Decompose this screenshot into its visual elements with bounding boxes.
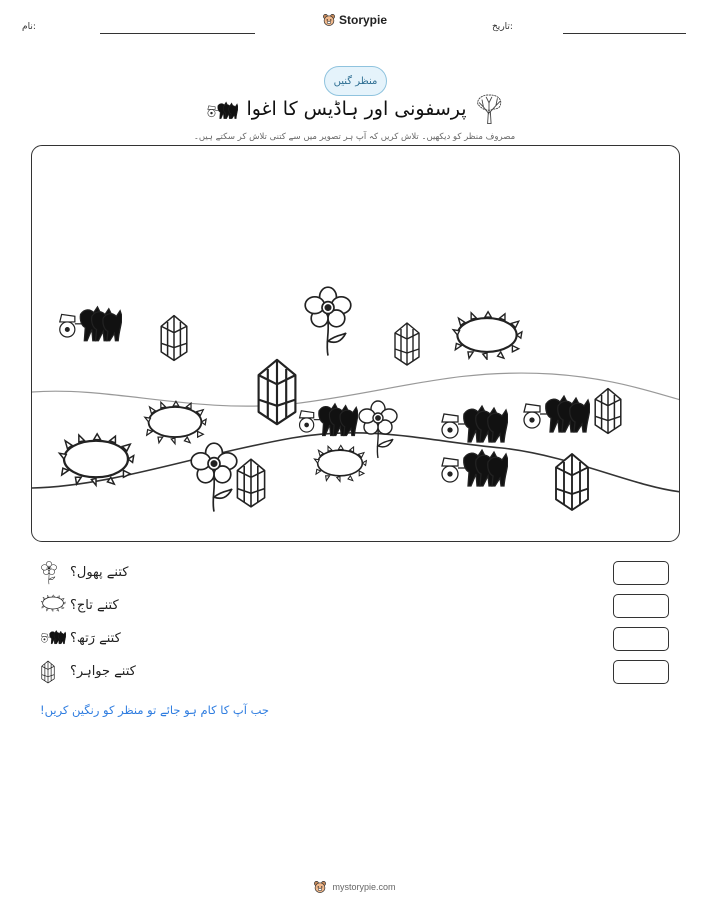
crystal-icon	[40, 660, 56, 684]
question-label: کتنے تاج؟	[70, 598, 119, 613]
crystal-icon	[556, 454, 588, 510]
wreath-icon	[453, 312, 522, 360]
question-row-flowers	[40, 561, 670, 587]
chariot-icon	[442, 406, 508, 442]
chariot-icon	[206, 96, 238, 122]
crystal-icon	[395, 323, 419, 365]
date-field[interactable]	[563, 33, 686, 34]
crystal-icon	[237, 459, 264, 507]
wreath-icon	[40, 594, 66, 612]
chariot-icon	[300, 404, 358, 436]
question-label: کتنے رَتھ؟	[70, 631, 121, 646]
chariot-icon	[442, 450, 508, 486]
answer-box-flowers[interactable]	[613, 561, 669, 585]
answer-box-chariots[interactable]	[613, 627, 669, 651]
wreath-icon	[145, 401, 206, 443]
category-tag: منظر گنیں	[324, 66, 387, 96]
question-row-chariots	[40, 627, 670, 653]
name-label: نام:	[22, 22, 36, 32]
wreath-icon	[59, 434, 133, 485]
storypie-bear-logo-icon	[313, 880, 327, 894]
question-row-crystals	[40, 660, 670, 686]
flower-icon	[305, 287, 351, 355]
footer-link[interactable]: mystorypie.com	[332, 882, 396, 892]
crystal-icon	[595, 389, 621, 434]
brand	[322, 13, 387, 27]
flower-icon	[40, 561, 58, 585]
title-row	[0, 92, 709, 126]
page-title: پرسفونی اور ہاڈیس کا اغوا	[246, 98, 467, 120]
crystal-icon	[259, 360, 296, 424]
footer	[0, 880, 709, 894]
chariot-icon	[524, 396, 590, 432]
question-label: کتنے پھول؟	[70, 565, 129, 580]
scene-panel	[31, 145, 680, 542]
name-field[interactable]	[100, 33, 255, 34]
chariot-icon	[60, 307, 122, 341]
answer-box-crystals[interactable]	[613, 660, 669, 684]
coloring-instruction: جب آپ کا کام ہو جائے تو منظر کو رنگین کریں!	[40, 703, 269, 717]
question-row-wreaths	[40, 594, 670, 620]
wreath-icon	[314, 445, 366, 481]
chariot-icon	[40, 627, 66, 645]
brand-name: Storypie	[339, 13, 388, 27]
crystal-icon	[161, 316, 187, 361]
date-label: تاریخ:	[492, 22, 513, 32]
flower-icon	[191, 443, 237, 511]
hill-back-line	[32, 373, 680, 406]
scene-illustration	[32, 146, 680, 542]
tree-icon	[475, 93, 503, 125]
answer-box-wreaths[interactable]	[613, 594, 669, 618]
flower-icon	[359, 401, 397, 458]
question-label: کتنے جواہر؟	[70, 664, 136, 679]
storypie-bear-logo-icon	[322, 13, 336, 27]
page-subtitle: مصروف منظر کو دیکھیں۔ تلاش کریں کہ آپ ہر تصویر میں سے کتنی تلاش کر سکتے ہیں۔	[193, 132, 516, 142]
